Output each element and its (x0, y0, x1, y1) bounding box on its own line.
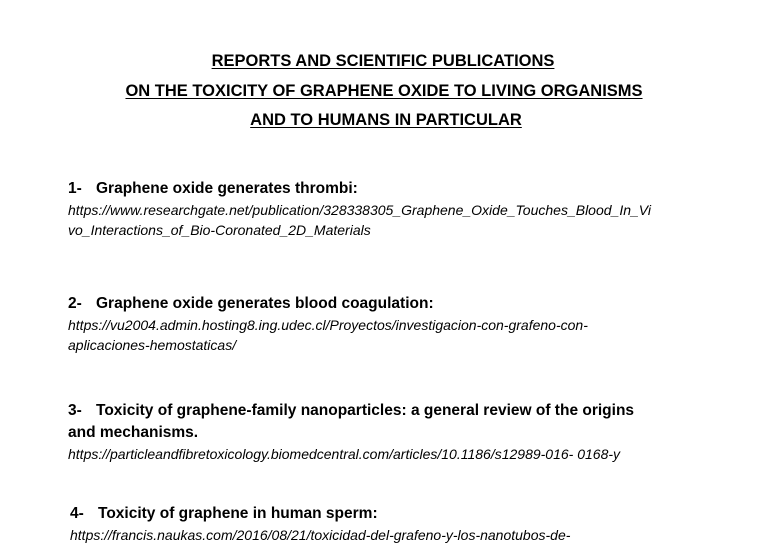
publication-url-line[interactable]: https://vu2004.admin.hosting8.ing.udec.cl/Proyectos/investigacion-con-grafeno-con- (68, 317, 588, 333)
publication-number: 4- (70, 505, 84, 522)
document-title-line-3: AND TO HUMANS IN PARTICULAR (250, 111, 522, 129)
publication-item-2 (68, 293, 708, 355)
publication-url-line[interactable]: https://particleandfibretoxicology.biomedcentral.com/articles/10.1186/s12989-016- 0168-y (68, 446, 621, 462)
publication-url-line[interactable]: vo_Interactions_of_Bio-Coronated_2D_Materials (68, 222, 371, 238)
publication-heading-text: Graphene oxide generates blood coagulation: (96, 295, 434, 312)
publication-item-4 (70, 503, 710, 545)
publication-heading (70, 503, 710, 525)
publication-item-3 (68, 400, 708, 464)
publication-item-1 (68, 178, 708, 240)
publication-heading-text: Toxicity of graphene-family nanoparticles: a general review of the origins (96, 402, 635, 419)
publication-number: 3- (68, 402, 82, 419)
publication-heading-text-continued: and mechanisms. (68, 424, 199, 441)
publication-url-line[interactable]: https://www.researchgate.net/publication/328338305_Graphene_Oxide_Touches_Blood_In_Vi (68, 202, 651, 218)
document-title-line-2: ON THE TOXICITY OF GRAPHENE OXIDE TO LIVING ORGANISMS (125, 82, 643, 100)
publication-heading (68, 400, 708, 422)
publication-number: 2- (68, 295, 82, 312)
publication-number: 1- (68, 180, 82, 197)
publication-url-line[interactable]: https://francis.naukas.com/2016/08/21/toxicidad-del-grafeno-y-los-nanotubos-de- (70, 527, 571, 543)
publication-heading-text: Toxicity of graphene in human sperm: (98, 505, 378, 522)
publication-heading-text: Graphene oxide generates thrombi: (96, 180, 358, 197)
publication-heading (68, 178, 708, 200)
publication-url-line[interactable]: aplicaciones-hemostaticas/ (68, 337, 237, 353)
publication-heading (68, 293, 708, 315)
document-title-line-1: REPORTS AND SCIENTIFIC PUBLICATIONS (211, 52, 555, 70)
